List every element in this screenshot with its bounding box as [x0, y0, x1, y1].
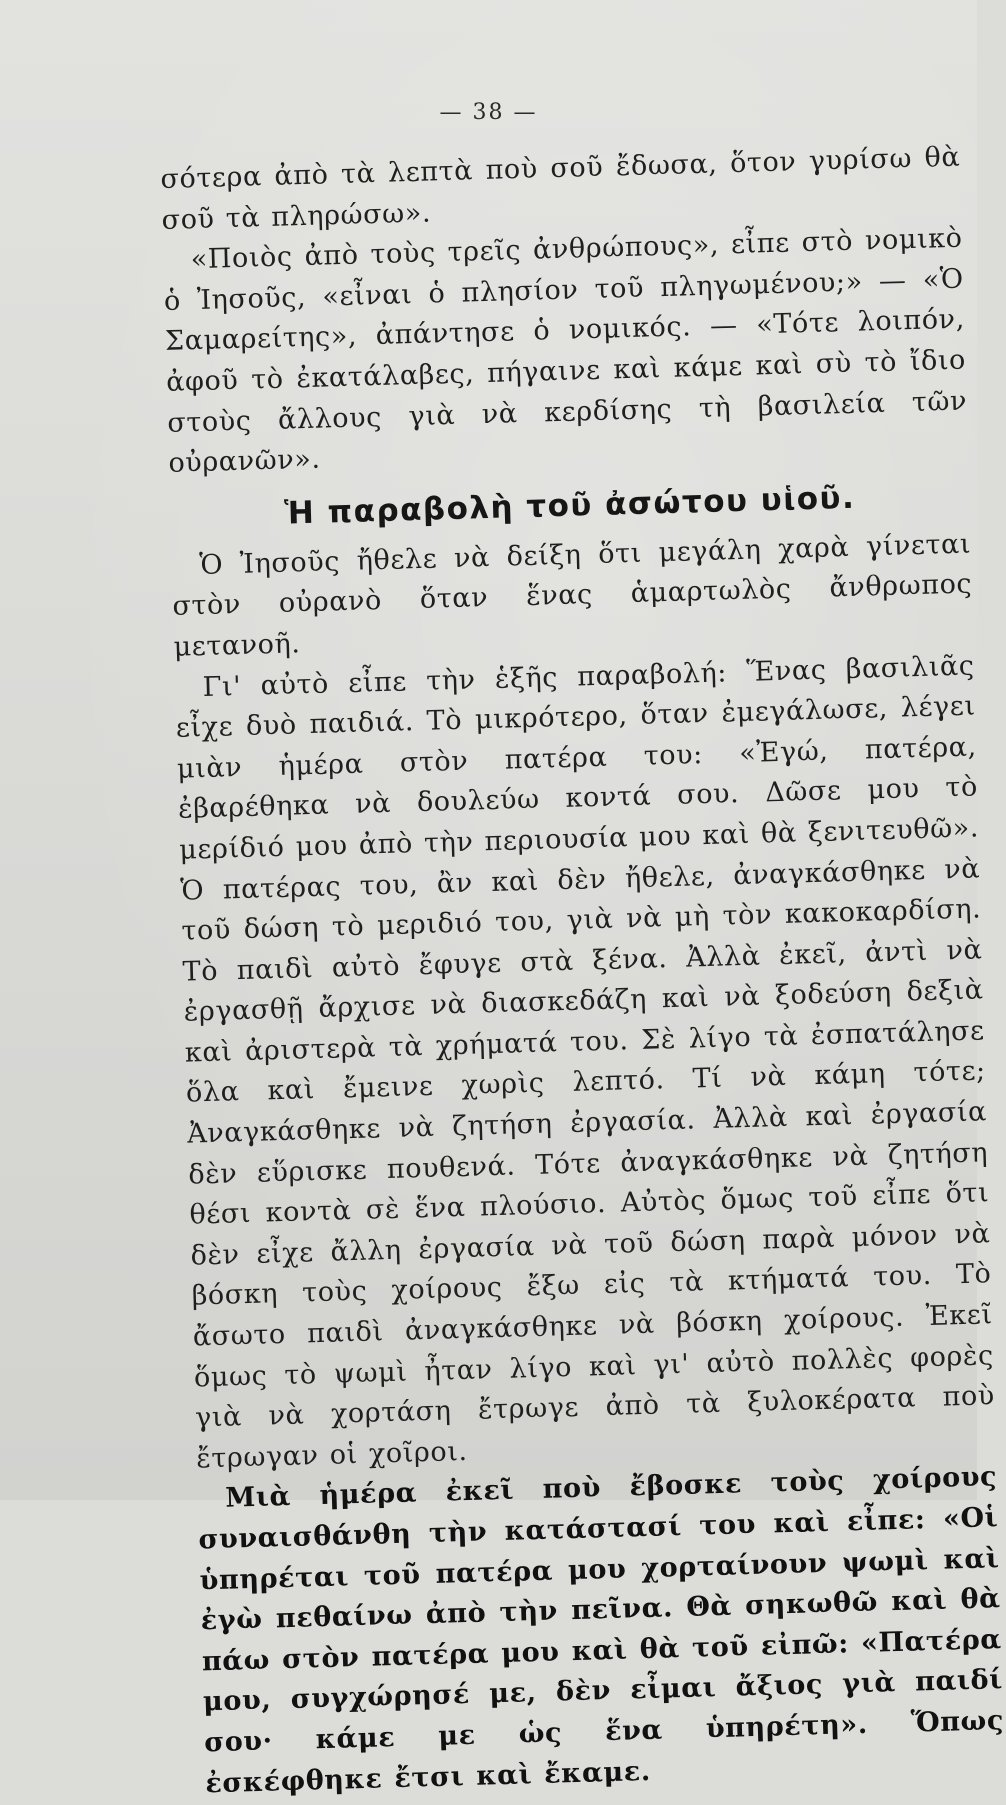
section-heading: Ἡ παραβολὴ τοῦ ἀσώτου υἱοῦ.: [283, 479, 856, 532]
paragraph-4: Γι' αὐτὸ εἶπε τὴν ἑξῆς παραβολή: Ἕνας βασιλιᾶς εἶχε δυὸ παιδιά. Τὸ μικρότερο, ὅταν ἐμεγάλωσε, λέγει μιὰν ἡμέρα στὸν πατέρα του: «Ἐγώ, πατέρα, ἐβαρέθηκα νὰ δουλεύω κοντά σου. Δῶσε μου τὸ μερίδιό μου ἀπὸ τὴν περιουσία μου καὶ θὰ ξενιτευθῶ». Ὁ πατέρας του, ἂν καὶ δὲν ἤθελε, ἀναγκάσθηκε νὰ τοῦ δώση τὸ μεριδιό του, γιὰ νὰ μὴ τὸν κακοκαρδίση. Τὸ παιδὶ αὐτὸ ἔφυγε στὰ ξένα. Ἀλλὰ ἐκεῖ, ἀντὶ νὰ ἐργασθῇ ἄρχισε νὰ διασκεδάζη καὶ νὰ ξοδεύση δεξιὰ καὶ ἀριστερὰ τὰ χρήματά του. Σὲ λίγο τὰ ἐσπατάλησε ὅλα καὶ ἔμεινε χωρὶς λεπτό. Τί νὰ κάμη τότε; Ἀναγκάσθηκε νὰ ζητήση ἐργασία. Ἀλλὰ καὶ ἐργασία δὲν εὕρισκε πουθενά. Τότε ἀναγκάσθηκε νὰ ζητήση θέσι κοντὰ σὲ ἕνα πλούσιο. Αὐτὸς ὅμως τοῦ εἶπε ὅτι δὲν εἶχε ἄλλη ἐργασία νὰ τοῦ δώση παρὰ μόνον νὰ βόσκη τοὺς χοίρους ἔξω εἰς τὰ κτήματά του. Τὸ ἄσωτο παιδὶ ἀναγκάσθηκε νὰ βόσκη χοίρους. Ἐκεῖ ὅμως τὸ ψωμὶ ἦταν λίγο καὶ γι' αὐτὸ πολλὲς φορὲς γιὰ νὰ χορτάση ἔτρωγε ἀπὸ τὰ ξυλοκέρατα ποὺ ἔτρωγαν οἱ χοῖροι.: [175, 649, 996, 1475]
paragraph-1: σότερα ἀπὸ τὰ λεπτὰ ποὺ σοῦ ἔδωσα, ὅτον γυρίσω θὰ σοῦ τὰ πληρώσω».: [160, 141, 961, 236]
paragraph-2: «Ποιὸς ἀπὸ τοὺς τρεῖς ἀνθρώπους», εἶπε στὸ νομικὸ ὁ Ἰησοῦς, «εἶναι ὁ πλησίον τοῦ πληγωμένου;» — «Ὁ Σαμαρείτης», ἀπάντησε ὁ νομικός. — «Τότε λοιπόν, ἀφοῦ τὸ ἐκατάλαβες, πήγαινε καὶ κάμε καὶ σὺ τὸ ἴδιο στοὺς ἄλλους γιὰ νὰ κερδίσης τὴ βασιλεία τῶν οὐρανῶν».: [163, 222, 968, 480]
paragraph-3: Ὁ Ἰησοῦς ἤθελε νὰ δείξη ὅτι μεγάλη χαρὰ γίνεται στὸν οὐρανὸ ὅταν ἕνας ἁμαρτωλὸς ἄνθρωπος μετανοῆ.: [172, 528, 973, 663]
paragraph-5: Μιὰ ἡμέρα ἐκεῖ ποὺ ἔβοσκε τοὺς χοίρους συναισθάνθη τὴν κατάστασί του καὶ εἶπε: «Οἱ ὑπηρέται τοῦ πατέρα μου χορταίνουν ψωμὶ καὶ ἐγὼ πεθαίνω ἀπὸ τὴν πεῖνα. Θὰ σηκωθῶ καὶ θὰ πάω στὸν πατέρα μου καὶ θὰ τοῦ εἰπῶ: «Πατέρα μου, συγχώρησέ με, δὲν εἶμαι ἄξιος γιὰ παιδί σου· κάμε με ὡς ἕνα ὑπηρέτη». Ὅπως ἐσκέφθηκε ἔτσι καὶ ἔκαμε.: [198, 1461, 1005, 1799]
page-body: [160, 138, 1006, 1805]
page-number: — 38 —: [439, 100, 538, 125]
